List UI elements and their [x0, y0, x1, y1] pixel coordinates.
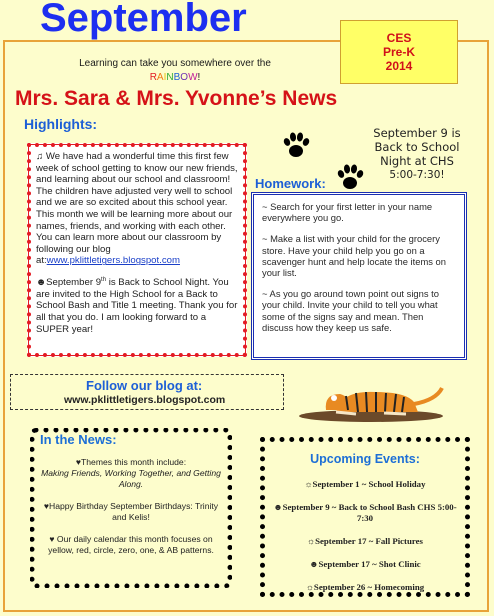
rainbow-letter: R [149, 72, 157, 83]
month-heading: September [40, 0, 247, 40]
rainbow-letter: W [188, 72, 198, 83]
event-item: ☼September 17 ~ Fall Pictures [307, 536, 423, 546]
upcoming-events-box [260, 437, 470, 597]
badge-line-year: 2014 [385, 59, 413, 73]
in-the-news-box [30, 428, 232, 588]
rainbow-letter: N [166, 72, 174, 83]
highlights-label: Highlights: [24, 116, 98, 132]
tagline-prefix: Learning can take you somewhere over the [79, 58, 271, 69]
event-item: ☼September 26 ~ Homecoming [305, 582, 425, 592]
in-the-news-label: In the News: [40, 432, 117, 447]
paw-print-icon [282, 130, 310, 160]
news-title: Mrs. Sara & Mrs. Yvonne’s News [15, 87, 338, 110]
homework-box [251, 192, 467, 360]
event-item: ☼September 1 ~ School Holiday [304, 479, 426, 489]
back-to-school-text: is Back to School Night. You are invited to the High School for a Back to School Bash and Title 1 meeting. Thank you for all that you do. I am looking forward to a SUPER year! [36, 277, 238, 335]
school-badge [340, 20, 458, 84]
rainbow-letter: B [173, 72, 181, 83]
back-to-school-notice [364, 126, 470, 182]
notice-line: 5:00-7:30! [389, 169, 445, 181]
highlights-box [27, 143, 247, 357]
date-suffix: th [101, 276, 107, 283]
news-item-calendar: ♥ Our daily calendar this month focuses on yellow, red, circle, zero, one, & AB patterns. [48, 534, 214, 555]
homework-item: ~ Search for your first letter in your name everywhere you go. [262, 201, 433, 224]
rainbow-letter: A [156, 72, 164, 83]
rainbow-word [150, 72, 198, 83]
tiger-image [296, 370, 446, 422]
rainbow-letter: O [180, 72, 189, 83]
upcoming-events-label: Upcoming Events: [310, 452, 420, 466]
homework-item: ~ Make a list with your child for the grocery store. Have your child help you go on a scavenger hunt and help locate the items on your list. [262, 233, 446, 279]
notice-line: Night at CHS [380, 154, 454, 168]
blog-link[interactable]: www.pklittletigers.blogspot.com [46, 255, 180, 267]
follow-blog-label: Follow our blog at: [86, 378, 203, 393]
tagline [60, 57, 290, 85]
notice-line: Back to School [374, 140, 460, 154]
badge-line-school: CES [386, 31, 412, 45]
back-to-school-paragraph [36, 275, 238, 335]
themes-list: Making Friends, Working Together, and Getting Along. [41, 468, 221, 489]
paw-print-icon [336, 162, 364, 192]
homework-item: ~ As you go around town point out signs to your child. Invite your child to tell you what some of the signs say and mean. Then discuss how they keep us safe. [262, 288, 439, 333]
news-item-birthdays: ♥Happy Birthday September Birthdays: Trinity and Kelis! [43, 501, 219, 522]
blog-url[interactable]: www.pklittletigers.blogspot.com [64, 394, 226, 406]
event-item: ☻September 17 ~ Shot Clinic [309, 559, 421, 569]
highlights-text: ♫ We have had a wonderful time this first few week of school getting to know our new friends, and learning about our school and classroom! The children have adjusted very well to school and we are so excited about this school year. This month we will be learning more about our names, friends, and working with each other. You can learn more about our classroom by following our blog at: [36, 151, 238, 267]
rainbow-suffix: ! [197, 72, 201, 83]
badge-line-grade: Pre-K [382, 45, 415, 59]
highlights-paragraph [36, 151, 238, 267]
themes-intro: ♥Themes this month include: [75, 457, 187, 467]
notice-line: September 9 is [373, 126, 461, 140]
homework-label: Homework: [255, 176, 326, 191]
rainbow-letter: I [163, 72, 167, 83]
news-item-themes [41, 457, 221, 490]
back-to-school-date: ☻September 9 [36, 277, 102, 289]
event-item: ☻September 9 ~ Back to School Bash CHS 5:00-7:30 [273, 502, 457, 523]
